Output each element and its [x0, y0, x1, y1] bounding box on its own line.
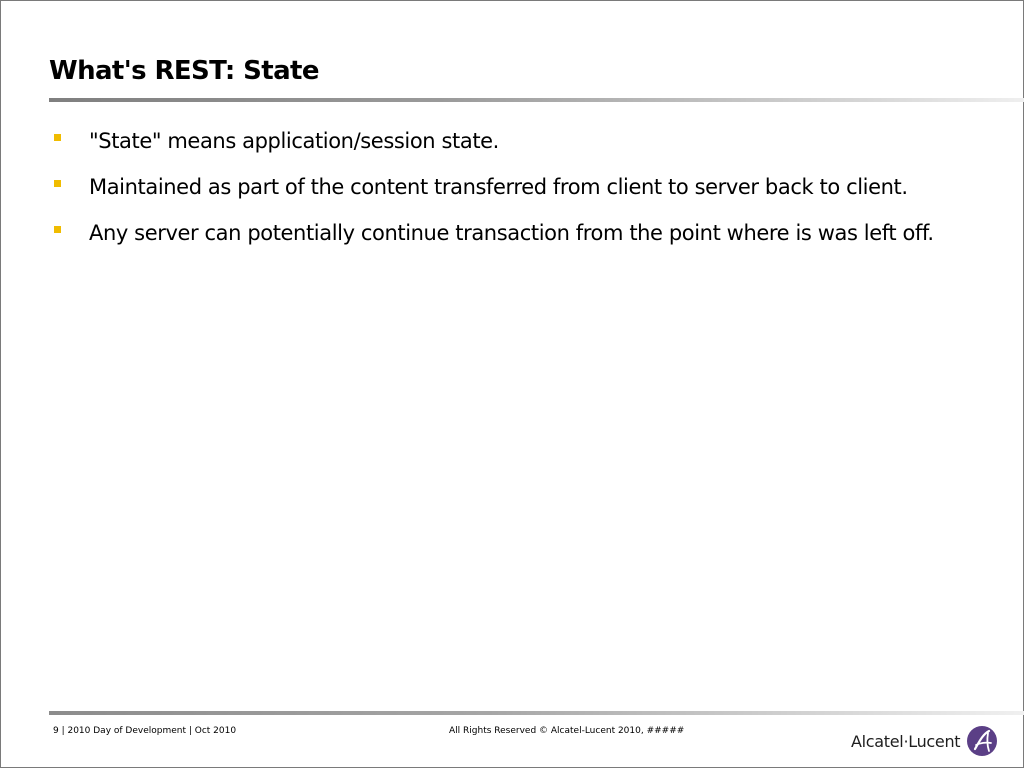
bullet-item	[49, 164, 989, 210]
slide-title: What's REST: State	[49, 56, 319, 86]
bullet-marker-icon	[54, 180, 61, 187]
bullet-text: "State" means application/session state.	[89, 129, 499, 153]
bullet-item	[49, 210, 989, 256]
logo-wordmark: Alcatel·Lucent	[851, 731, 961, 751]
footer-page-info: 9 | 2010 Day of Development | Oct 2010	[53, 726, 237, 736]
bullet-text: Any server can potentially continue transaction from the point where is was left off.	[89, 221, 934, 245]
bullet-marker-icon	[54, 134, 61, 141]
footer-divider	[49, 711, 1024, 715]
alcatel-lucent-logo-icon	[966, 725, 998, 757]
bullet-list	[49, 118, 989, 256]
bullet-marker-icon	[54, 226, 61, 233]
title-divider	[49, 98, 1024, 102]
company-logo	[851, 724, 998, 758]
bullet-text: Maintained as part of the content transferred from client to server back to client.	[89, 175, 908, 199]
footer-copyright: All Rights Reserved © Alcatel-Lucent 2010, #####	[449, 726, 685, 736]
bullet-item	[49, 118, 989, 164]
